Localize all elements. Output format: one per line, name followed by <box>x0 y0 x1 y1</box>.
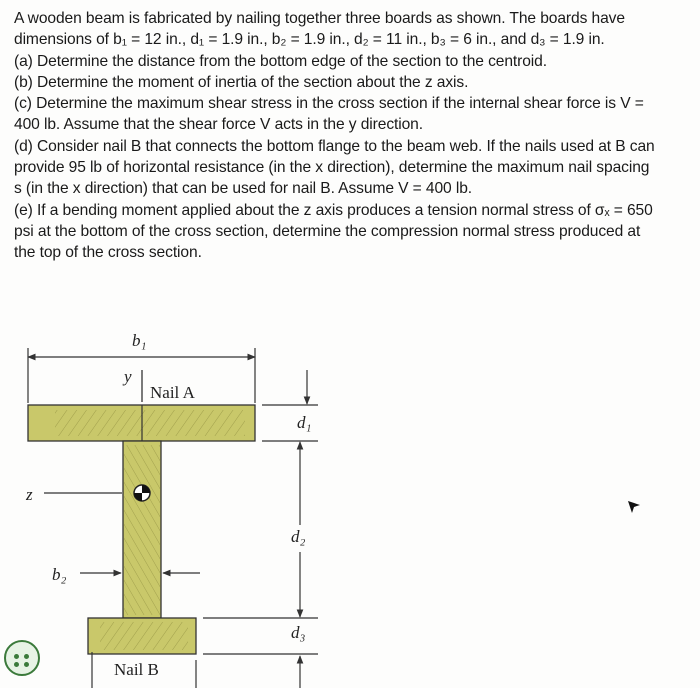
problem-statement <box>14 8 698 264</box>
beam-diagram <box>0 310 700 688</box>
mouse-cursor-icon <box>626 499 642 515</box>
problem-line: the top of the cross section. <box>14 244 202 262</box>
accessibility-tool-icon[interactable] <box>4 640 40 676</box>
problem-line: (c) Determine the maximum shear stress in the cross section if the internal shear force is V = <box>14 95 644 113</box>
beam-cross-section-figure <box>0 310 700 688</box>
bottom-flange-grain <box>100 622 188 650</box>
label-nail-b: Nail B <box>114 660 159 679</box>
problem-line: dimensions of b₁ = 12 in., d₁ = 1.9 in., b₂ = 1.9 in., d₂ = 11 in., b₃ = 6 in., and d₃ = 1.9 in. <box>14 31 605 49</box>
label-d3: d₃ <box>291 623 306 642</box>
problem-line: 400 lb. Assume that the shear force V acts in the y direction. <box>14 116 423 134</box>
problem-line: (e) If a bending moment applied about the z axis produces a tension normal stress of σₓ = 650 <box>14 201 653 219</box>
problem-line: psi at the bottom of the cross section, determine the compression normal stress produced at <box>14 222 641 240</box>
problem-line: (a) Determine the distance from the bottom edge of the section to the centroid. <box>14 52 547 70</box>
label-b1: b₁ <box>132 331 147 350</box>
label-d2: d₂ <box>291 527 306 546</box>
top-flange-grain <box>55 410 245 436</box>
web-grain <box>124 445 160 615</box>
label-b2: b₂ <box>52 565 67 584</box>
label-y: y <box>124 367 132 386</box>
label-d1: d₁ <box>297 413 312 432</box>
label-z: z <box>26 485 33 504</box>
problem-line: provide 95 lb of horizontal resistance (in the x direction), determine the maximum nail spacing <box>14 159 650 177</box>
problem-line: A wooden beam is fabricated by nailing together three boards as shown. The boards have <box>14 10 625 27</box>
label-nail-a: Nail A <box>150 383 195 402</box>
problem-line: (d) Consider nail B that connects the bottom flange to the beam web. If the nails used at B can <box>14 137 655 155</box>
problem-line: (b) Determine the moment of inertia of the section about the z axis. <box>14 73 469 91</box>
problem-line: s (in the x direction) that can be used for nail B. Assume V = 400 lb. <box>14 180 473 198</box>
